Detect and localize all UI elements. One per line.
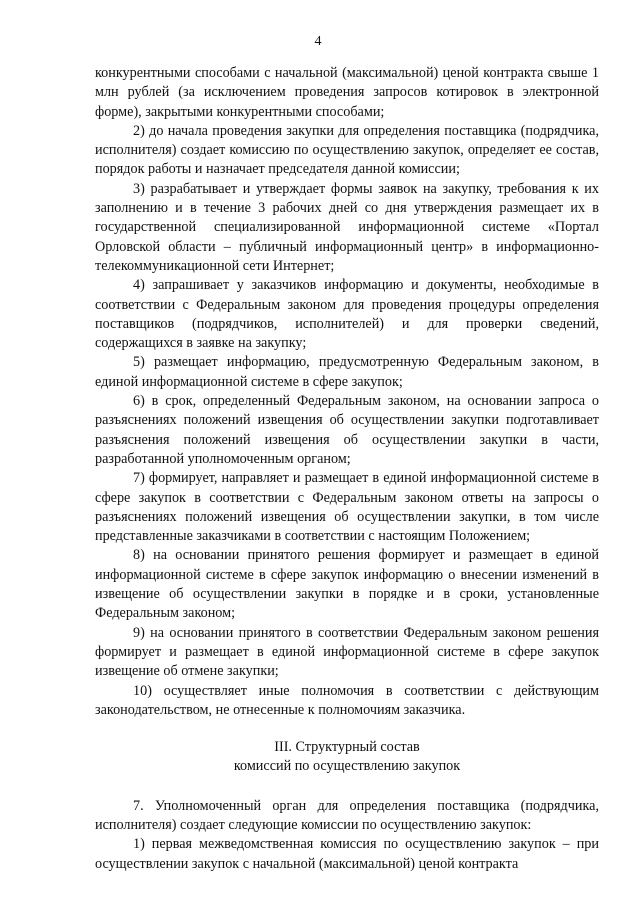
list-item-8: 8) на основании принятого решения формирует и размещает в единой информационной системе в сфере закупок информацию о внесении изменений в извещение об осуществлении закупки в порядке и в сроки, установленные Федеральным законом; — [95, 547, 599, 622]
clause-7: 7. Уполномоченный орган для определения поставщика (подрядчика, исполнителя) создает следующие комиссии по осуществлению закупок: — [95, 797, 599, 833]
section-subtitle: комиссий по осуществлению закупок — [233, 758, 461, 775]
list-item-5: 5) размещает информацию, предусмотренную Федеральным законом, в единой информационной системе в сфере закупок; — [95, 354, 599, 390]
list-item-6: 6) в срок, определенный Федеральным законом, на основании запроса о разъяснениях положений извещения об осуществлении закупки подготавливает разъяснения положений извещения об осуществлении закупки в части, разработанной уполномоченным органом; — [95, 393, 599, 467]
document-body — [95, 64, 599, 874]
list-item-2: 2) до начала проведения закупки для определения поставщика (подрядчика, исполнителя) создает комиссию по осуществлению закупок, определяет ее состав, порядок работы и назначает председателя данной комиссии; — [95, 122, 599, 178]
list-item-3: 3) разрабатывает и утверждает формы заявок на закупку, требования к их заполнению и в течение 3 рабочих дней со дня утверждения размещает их в государственной специализированной информационной системе «Портал Орловской области – публичный информационный центр» в информационно-телекоммуникационной сети Интернет; — [95, 180, 599, 274]
page-number: 4 — [314, 34, 322, 49]
section-title: III. Структурный состав — [274, 739, 420, 756]
list-item-10: 10) осуществляет иные полномочия в соответствии с действующим законодательством, не отнесенные к полномочиям заказчика. — [95, 682, 599, 718]
list-item-9: 9) на основании принятого в соответствии Федеральным законом решения формирует и размещает в единой информационной системе в сфере закупок извещение об отмене закупки; — [95, 624, 599, 680]
paragraph-continuation: конкурентными способами с начальной (максимальной) ценой контракта свыше 1 млн рублей (за исключением проведения запросов котировок в электронной форме), закрытыми конкурентными способами; — [95, 65, 599, 120]
clause-7-item-1: 1) первая межведомственная комиссия по осуществлению закупок – при осуществлении закупок с начальной (максимальной) ценой контракта — [95, 836, 599, 872]
list-item-7: 7) формирует, направляет и размещает в единой информационной системе в сфере закупок в соответствии с Федеральным законом ответы на запросы о разъяснениях положений извещения об осуществлении закупки, в том числе представленные заказчиками в соответствии с настоящим Положением; — [95, 470, 599, 545]
list-item-4: 4) запрашивает у заказчиков информацию и документы, необходимые в соответствии с Федеральным законом для проведения процедуры определения поставщиков (подрядчиков, исполнителей) и для проверки сведений, содержащихся в заявке на закупку; — [95, 277, 599, 352]
